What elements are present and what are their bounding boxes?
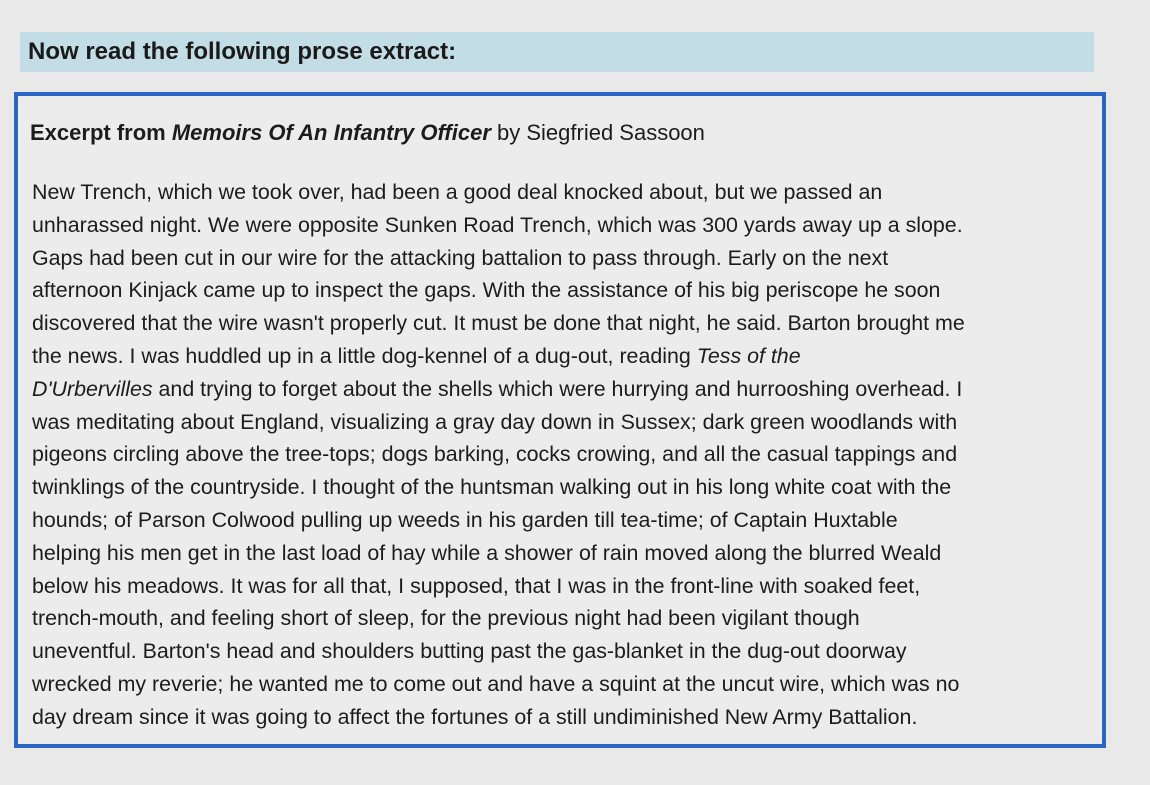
prose-line: New Trench, which we took over, had been a good deal knocked about, but we passed an bbox=[32, 180, 883, 204]
prose-line: below his meadows. It was for all that, I supposed, that I was in the front-line with soaked feet, bbox=[32, 573, 921, 598]
prose-line: pigeons circling above the tree-tops; dogs barking, cocks crowing, and all the casual tappings and bbox=[32, 442, 958, 467]
prose-text: the news. I was huddled up in a little dog-kennel of a dug-out, reading bbox=[32, 343, 697, 368]
prose-line: hounds; of Parson Colwood pulling up weeds in his garden till tea-time; of Captain Huxtable bbox=[32, 507, 898, 532]
prose-line: was meditating about England, visualizing a gray day down in Sussex; dark green woodlands with bbox=[32, 409, 958, 434]
prose-line: helping his men get in the last load of hay while a shower of rain moved along the blurred Weald bbox=[32, 540, 942, 565]
prose-line: Gaps had been cut in our wire for the attacking battalion to pass through. Early on the next bbox=[32, 245, 889, 270]
heading-lead: Excerpt from bbox=[30, 120, 172, 145]
extract-heading bbox=[30, 120, 705, 146]
prose-line: twinklings of the countryside. I thought of the huntsman walking out in his long white coat with the bbox=[32, 475, 952, 500]
instruction-text: Now read the following prose extract: bbox=[28, 38, 457, 65]
book-title: Memoirs Of An Infantry Officer bbox=[171, 120, 491, 145]
novel-title-part-2: D'Urbervilles bbox=[32, 376, 153, 401]
prose-line bbox=[32, 340, 1092, 373]
prose-text: and trying to forget about the shells which were hurrying and hurrooshing overhead. I bbox=[152, 376, 963, 401]
prose-line: discovered that the wire wasn't properly cut. It must be done that night, he said. Barton brought me bbox=[32, 311, 965, 336]
prose-line bbox=[32, 373, 1092, 406]
prose-line: afternoon Kinjack came up to inspect the gaps. With the assistance of his big periscope he soon bbox=[32, 278, 941, 303]
prose-extract bbox=[32, 176, 1092, 734]
prose-line: day dream since it was going to affect the fortunes of a still undiminished New Army Battalion. bbox=[32, 704, 918, 729]
prose-line: trench-mouth, and feeling short of sleep, for the previous night had been vigilant though bbox=[32, 606, 860, 631]
prose-line: unharassed night. We were opposite Sunken Road Trench, which was 300 yards away up a slope. bbox=[32, 212, 963, 237]
heading-author: by Siegfried Sassoon bbox=[490, 120, 705, 145]
novel-title-part-1: Tess of the bbox=[696, 343, 801, 368]
prose-line: wrecked my reverie; he wanted me to come out and have a squint at the uncut wire, which was no bbox=[32, 671, 960, 696]
extract-box bbox=[14, 92, 1106, 748]
instruction-bar bbox=[20, 32, 1094, 72]
prose-line: uneventful. Barton's head and shoulders butting past the gas-blanket in the dug-out doorway bbox=[32, 639, 907, 664]
